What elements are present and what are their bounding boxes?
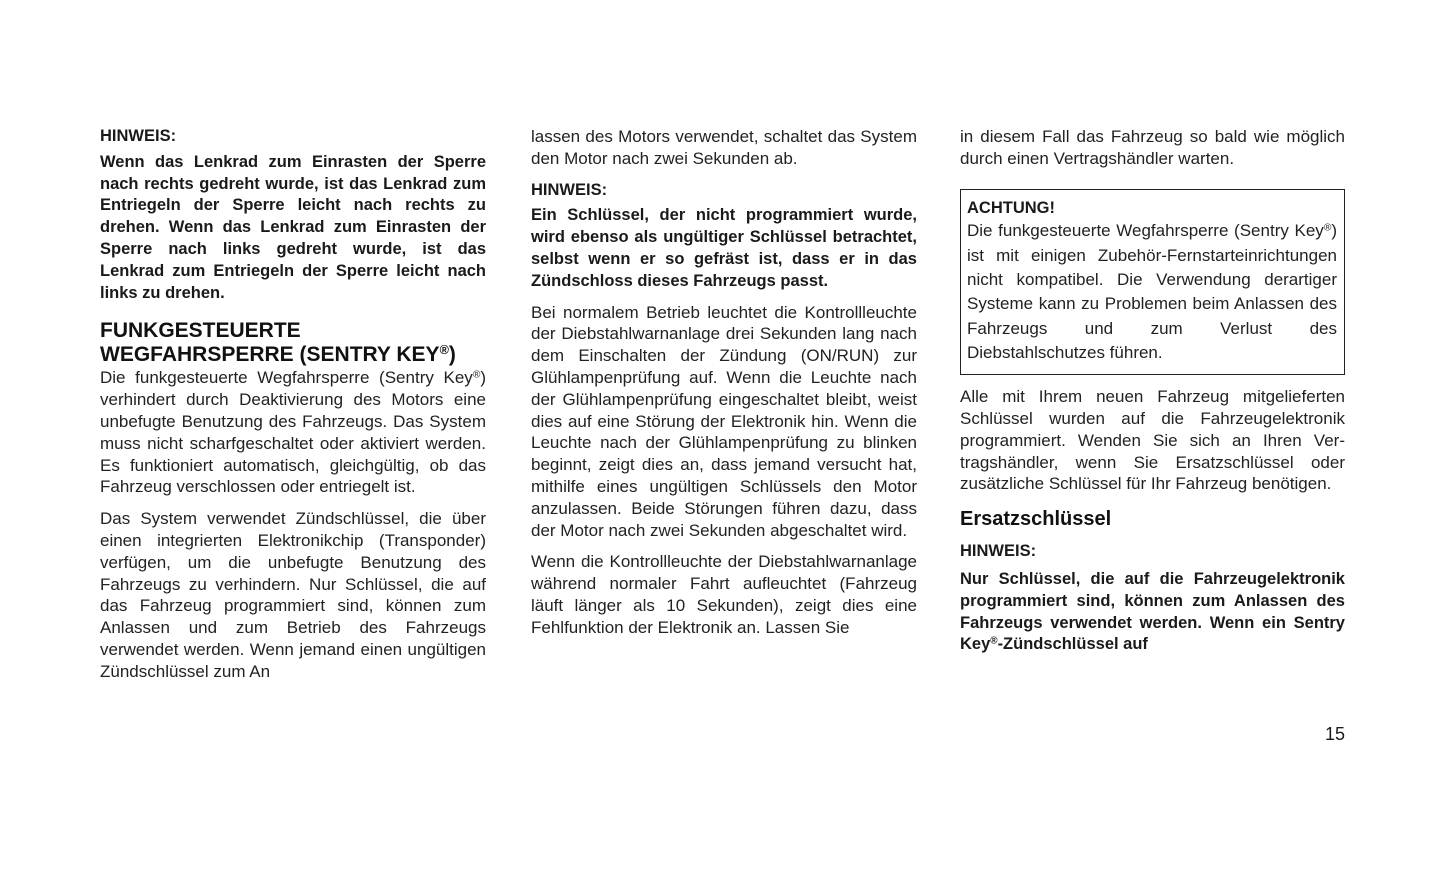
note-label: HINWEIS: bbox=[960, 542, 1037, 561]
registered-mark: ® bbox=[439, 343, 449, 358]
column-left bbox=[100, 126, 486, 683]
note-label: HINWEIS: bbox=[100, 127, 177, 145]
caution-text-part: Die funkgesteuerte Wegfahrsperre (Sentry Key bbox=[967, 221, 1324, 241]
section-heading bbox=[100, 319, 486, 367]
note-label: HINWEIS: bbox=[531, 180, 608, 199]
paragraph-continued: in diesem Fall das Fahrzeug so bald wie möglich durch einen Vertragshändler warten. bbox=[960, 127, 1345, 168]
column-right bbox=[960, 126, 1345, 656]
paragraph-continued: lassen des Motors verwendet, schaltet das System den Motor nach zwei Sekunden ab. bbox=[531, 127, 917, 168]
note-text-part: Nur Schlüssel, die auf die Fahrzeugelektronik programmiert sind, können zum Anlassen des Fahrzeugs verwendet werden. Wenn ein Sentry Key bbox=[960, 569, 1345, 654]
paragraph: Bei normalem Betrieb leuchtet die Kontrollleuchte der Diebstahlwarnanlage drei Sekunden lang nach dem Einschalten der Zündung (ON/RUN) zur Glühlampenprüfung auf. Wenn die Leuchte nach der Glühlampenprüfung eingeschaltet bleibt, weist dies auf eine Störung der Elektronik hin. Wenn die Leuchte nach der Glühlampenprüfung zu blinken beginnt, zeigt dies an, dass jemand versucht hat, mithilfe eines ungültigen Schlüssels den Motor anzulassen. Beide Störungen führen dazu, dass der Motor nach zwei Sekunden abgeschaltet wird. bbox=[531, 302, 917, 540]
heading-line2: WEGFAHRSPERRE (SENTRY KEY bbox=[100, 343, 440, 367]
registered-mark: ® bbox=[1323, 222, 1332, 234]
registered-mark: ® bbox=[990, 635, 998, 647]
paragraph-text: ) verhindert durch Deaktivierung des Motors eine unbefugte Benutzung des Fahrzeugs. Das System muss nicht scharfgeschaltet oder aktiviert werden. Es funktioniert automatisch, gleichgültig, ob das Fahrzeug verschlossen oder entriegelt ist. bbox=[100, 368, 486, 497]
caution-text-part: ) ist mit einigen Zubehör-Fernstarteinrichtungen nicht kompatibel. Die Verwendung derartiger Systeme kann zu Problemen beim Anlassen des Fahrzeugs und zum Verlust des Diebstahlschutzes führen. bbox=[967, 221, 1337, 362]
page-number: 15 bbox=[1324, 724, 1345, 744]
column-middle bbox=[531, 126, 917, 639]
paragraph: Alle mit Ihrem neuen Fahrzeug mitgelieferten Schlüssel wurden auf die Fahrzeugelektronik programmiert. Wenden Sie sich an Ihren Vertragshändler, wenn Sie Ersatzschlüssel oder zusätzliche Schlüssel für Ihr Fahrzeug benötigen. bbox=[960, 387, 1345, 494]
caution-text bbox=[967, 219, 1337, 365]
paragraph: Das System verwendet Zündschlüssel, die über einen integrierten Elektronikchip (Transponder) verfügen, um die unbefugte Benutzung des Fahrzeugs zu verhindern. Nur Schlüssel, die auf das Fahrzeug programmiert sind, können zum Anlassen und zum Betrieb des Fahrzeugs verwendet werden. Wenn jemand einen ungültigen Zündschlüssel zum An bbox=[100, 509, 486, 681]
paragraph bbox=[100, 367, 486, 498]
caution-label: ACHTUNG! bbox=[967, 198, 1055, 217]
registered-mark: ® bbox=[472, 369, 481, 381]
caution-box bbox=[960, 189, 1345, 376]
note-text-part: -Zündschlüssel auf bbox=[997, 635, 1148, 654]
paragraph: Wenn die Kontrollleuchte der Diebstahlwarnanlage während normaler Fahrt aufleuchtet (Fahrzeug läuft länger als 10 Sekunden), zeigt dies eine Fehlfunktion der Elektronik an. Lassen Sie bbox=[531, 552, 917, 637]
note-text: Wenn das Lenkrad zum Einrasten der Sperre nach rechts gedreht wurde, ist das Lenkrad zum Entriegeln der Sperre leicht nach rechts zu drehen. Wenn das Lenkrad zum Einrasten der Sperre nach links gedreht wurde, ist das Lenkrad zum Entriegeln der Sperre leicht nach links zu drehen. bbox=[100, 152, 486, 302]
heading-close: ) bbox=[448, 343, 456, 367]
subheading: Ersatzschlüssel bbox=[960, 508, 1112, 531]
paragraph-text: Die funkgesteuerte Wegfahrsperre (Sentry Key bbox=[100, 368, 473, 388]
note-text: Ein Schlüssel, der nicht programmiert wurde, wird ebenso als ungültiger Schlüssel betrachtet, selbst wenn er so gefräst ist, dass er in das Zündschloss dieses Fahrzeugs passt. bbox=[531, 206, 917, 290]
heading-line1: FUNKGESTEUERTE bbox=[100, 319, 301, 343]
note-text bbox=[960, 569, 1345, 656]
